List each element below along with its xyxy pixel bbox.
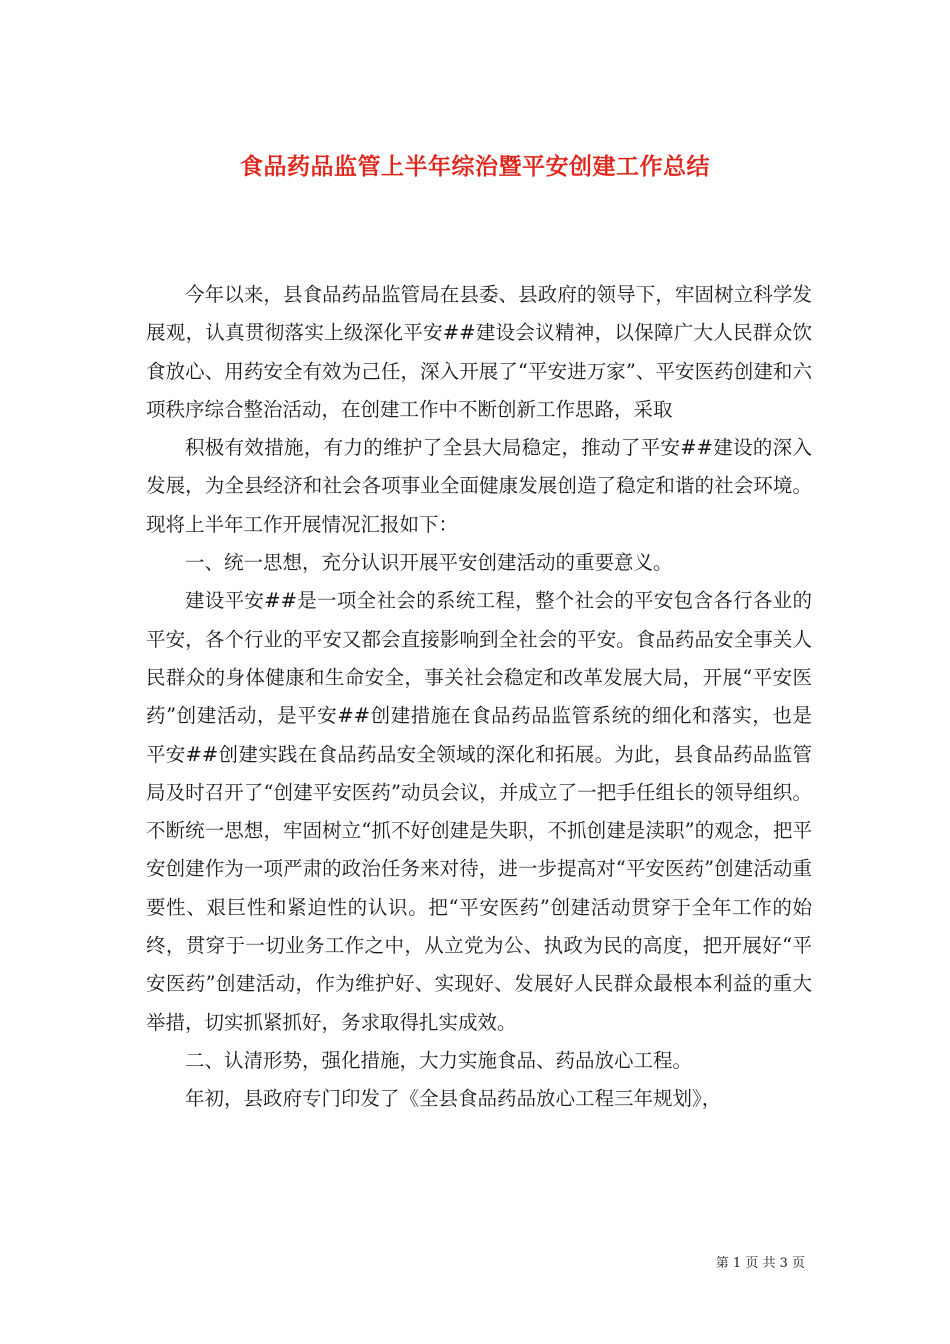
document-title: 食品药品监管上半年综治暨平安创建工作总结 <box>240 153 710 181</box>
section-heading: 一、统一思想，充分认识开展平安创建活动的重要意义。 <box>185 551 673 575</box>
paragraph: 积极有效措施，有力的维护了全县大局稳定，推动了平安##建设的深入发展，为全县经济和社会各项事业全面健康发展创造了稳定和谐的社会环境。现将上半年工作开展情况汇报如下： <box>146 436 812 536</box>
page-number: 第 1 页 共 3 页 <box>715 1256 805 1271</box>
paragraph: 今年以来，县食品药品监管局在县委、县政府的领导下，牢固树立科学发展观，认真贯彻落实上级深化平安##建设会议精神，以保障广大人民群众饮食放心、用药安全有效为己任，深入开展了“平安进万家”、平安医药创建和六项秩序综合整治活动，在创建工作中不断创新工作思路，采取 <box>146 283 812 421</box>
paragraph: 建设平安##是一项全社会的系统工程，整个社会的平安包含各行各业的平安，各个行业的平安又都会直接影响到全社会的平安。食品药品安全事关人民群众的身体健康和生命安全，事关社会稳定和改革发展大局，开展“平安医药”创建活动，是平安##创建措施在食品药品监管系统的细化和落实，也是平安##创建实践在食品药品安全领域的深化和拓展。为此，县食品药品监管局及时召开了“创建平安医药”动员会议，并成立了一把手任组长的领导组织。不断统一思想，牢固树立“抓不好创建是失职，不抓创建是渎职”的观念，把平安创建作为一项严肃的政治任务来对待，进一步提高对“平安医药”创建活动重要性、艰巨性和紧迫性的认识。把“平安医药”创建活动贯穿于全年工作的始终，贯穿于一切业务工作之中，从立党为公、执政为民的高度，把开展好“平安医药”创建活动，作为维护好、实现好、发展好人民群众最根本利益的重大举措，切实抓紧抓好，务求取得扎实成效。 <box>146 589 812 1034</box>
section-heading: 二、认清形势，强化措施，大力实施食品、药品放心工程。 <box>185 1048 693 1072</box>
paragraph: 年初，县政府专门印发了《全县食品药品放心工程三年规划》， <box>185 1087 722 1111</box>
document-body <box>146 276 812 1119</box>
